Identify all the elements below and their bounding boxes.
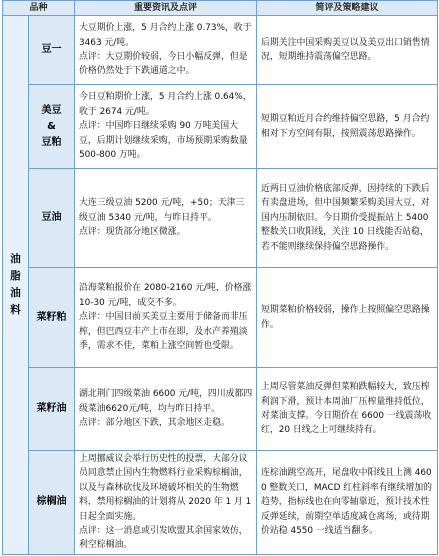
product-cell bbox=[29, 16, 75, 85]
news-comment: 点评：现货部分地区微涨。 bbox=[79, 227, 186, 238]
category-cell bbox=[3, 16, 29, 555]
table-row bbox=[3, 451, 438, 555]
table-row bbox=[3, 85, 438, 169]
strategy-cell bbox=[257, 451, 438, 555]
product-cell bbox=[29, 169, 75, 268]
product-name: 菜籽油 bbox=[36, 403, 67, 414]
table-row bbox=[3, 169, 438, 268]
header-strategy: 简评及策略建议 bbox=[257, 1, 438, 16]
table-row bbox=[3, 16, 438, 85]
strategy-text: 上周尽管菜油反弹但菜粕跌幅较大，致压榨利润下滑，预计本周油厂压榨量维持低位，对菜油支撑。今日期价在 6600 一线震荡收红，20 日线之上可继续持有。 bbox=[261, 382, 432, 436]
news-comment: 点评：中国昨日继续采购 90 万吨美国大豆，后期计划继续采购，市场预期采购数量 500-800 万吨。 bbox=[79, 121, 248, 161]
product-cell bbox=[29, 368, 75, 451]
product-name: 豆粕 bbox=[41, 136, 62, 148]
product-name: 豆油 bbox=[41, 212, 62, 223]
news-comment: 点评：中国目前买美豆主要用于储备而非压榨，但巴西豆丰产上市在即，及水产养殖淡季，需求不佳，菜粕上涨空间暂也受限。 bbox=[79, 312, 248, 352]
news-text: 沿海菜粕报价在 2080-2160 元/吨，价格涨 10-30 元/吨，成交不多。 bbox=[79, 283, 252, 308]
product-cell bbox=[29, 268, 75, 368]
product-name-separator: & bbox=[47, 120, 56, 132]
news-text: 大连三级豆油 5200 元/吨，+50；天津三级豆油 5340 元/吨，与昨日持平。 bbox=[79, 198, 245, 223]
news-cell bbox=[75, 16, 257, 85]
category-label: 油脂油料 bbox=[10, 252, 21, 316]
news-cell bbox=[75, 85, 257, 169]
strategy-text: 短期菜粕价格较弱，操作上按照偏空思路操作。 bbox=[261, 305, 430, 330]
news-text: 大豆期价上涨，5 月合约上涨 0.73%，收于 3463 元/吨。 bbox=[79, 23, 252, 48]
news-comment: 点评：大豆期价较弱，今日小幅反弹，但是价格仍然处于下跌通道之中。 bbox=[79, 52, 248, 77]
news-comment: 点评：部分地区下跌，其余地区走稳。 bbox=[79, 418, 230, 429]
strategy-cell bbox=[257, 268, 438, 368]
product-name: 豆一 bbox=[41, 44, 62, 55]
table-header-row bbox=[3, 1, 438, 16]
strategy-text: 短期豆粕近月合约维持偏空思路，5 月合约相对下方空间有限，按照震荡思路操作。 bbox=[261, 114, 430, 139]
product-name: 菜籽粕 bbox=[36, 311, 67, 323]
table-row bbox=[3, 368, 438, 451]
table-row bbox=[3, 268, 438, 368]
news-cell bbox=[75, 368, 257, 451]
news-cell bbox=[75, 268, 257, 368]
product-name: 棕榈油 bbox=[36, 496, 67, 508]
strategy-text: 连棕油跳空高开，尾盘收中阳线且上测 4600 整数关口，MACD 红柱斜率有继续增加的趋势，指标线也在向零轴靠近，预计技术性反弹延续，前期空单适度减仓离场，或待期价站稳 4550 一线适当翻多。 bbox=[261, 468, 433, 537]
news-cell bbox=[75, 451, 257, 555]
news-cell bbox=[75, 169, 257, 268]
product-name: 美豆 bbox=[41, 104, 62, 116]
header-variety: 品种 bbox=[3, 1, 75, 16]
strategy-cell bbox=[257, 85, 438, 169]
strategy-text: 近两日豆油价格底部反弹，因持续的下跌后有卖盘进场，但中国频繁采购美国大豆，对国内压制依旧。今日期价受提振站上 5400 整数关口收阳线，关注 10 日线能否站稳，若不能则继续保持偏空思路操作。 bbox=[261, 183, 430, 252]
news-text: 上周挪威议会举行历史性的投票，大部分议员同意禁止国内生物燃料行业采购棕榈油，以及与森林砍伐及环境破坏相关的生物燃料，禁用棕榈油的计划将从 2020 年 1 月 1 日起全面实施。 bbox=[79, 454, 252, 522]
news-text: 湖北荆门四级菜油 6600 元/吨，四川成都四级菜油6620元/吨，均与昨日持平。 bbox=[79, 389, 253, 414]
product-cell bbox=[29, 85, 75, 169]
product-cell bbox=[29, 451, 75, 555]
header-news: 重要资讯及点评 bbox=[75, 1, 257, 16]
market-commentary-table bbox=[2, 0, 438, 555]
news-comment: 点评：这一消息或引发欧盟其余国家效仿，利空棕榈油。 bbox=[79, 526, 248, 551]
news-text: 今日豆粕期价上涨，5 月合约上涨 0.64%，收于 2674 元/吨。 bbox=[79, 92, 252, 117]
strategy-text: 后期关注中国采购美豆以及美豆出口销售情况，短期维持震荡偏空思路。 bbox=[261, 37, 430, 62]
strategy-cell bbox=[257, 169, 438, 268]
strategy-cell bbox=[257, 368, 438, 451]
strategy-cell bbox=[257, 16, 438, 85]
